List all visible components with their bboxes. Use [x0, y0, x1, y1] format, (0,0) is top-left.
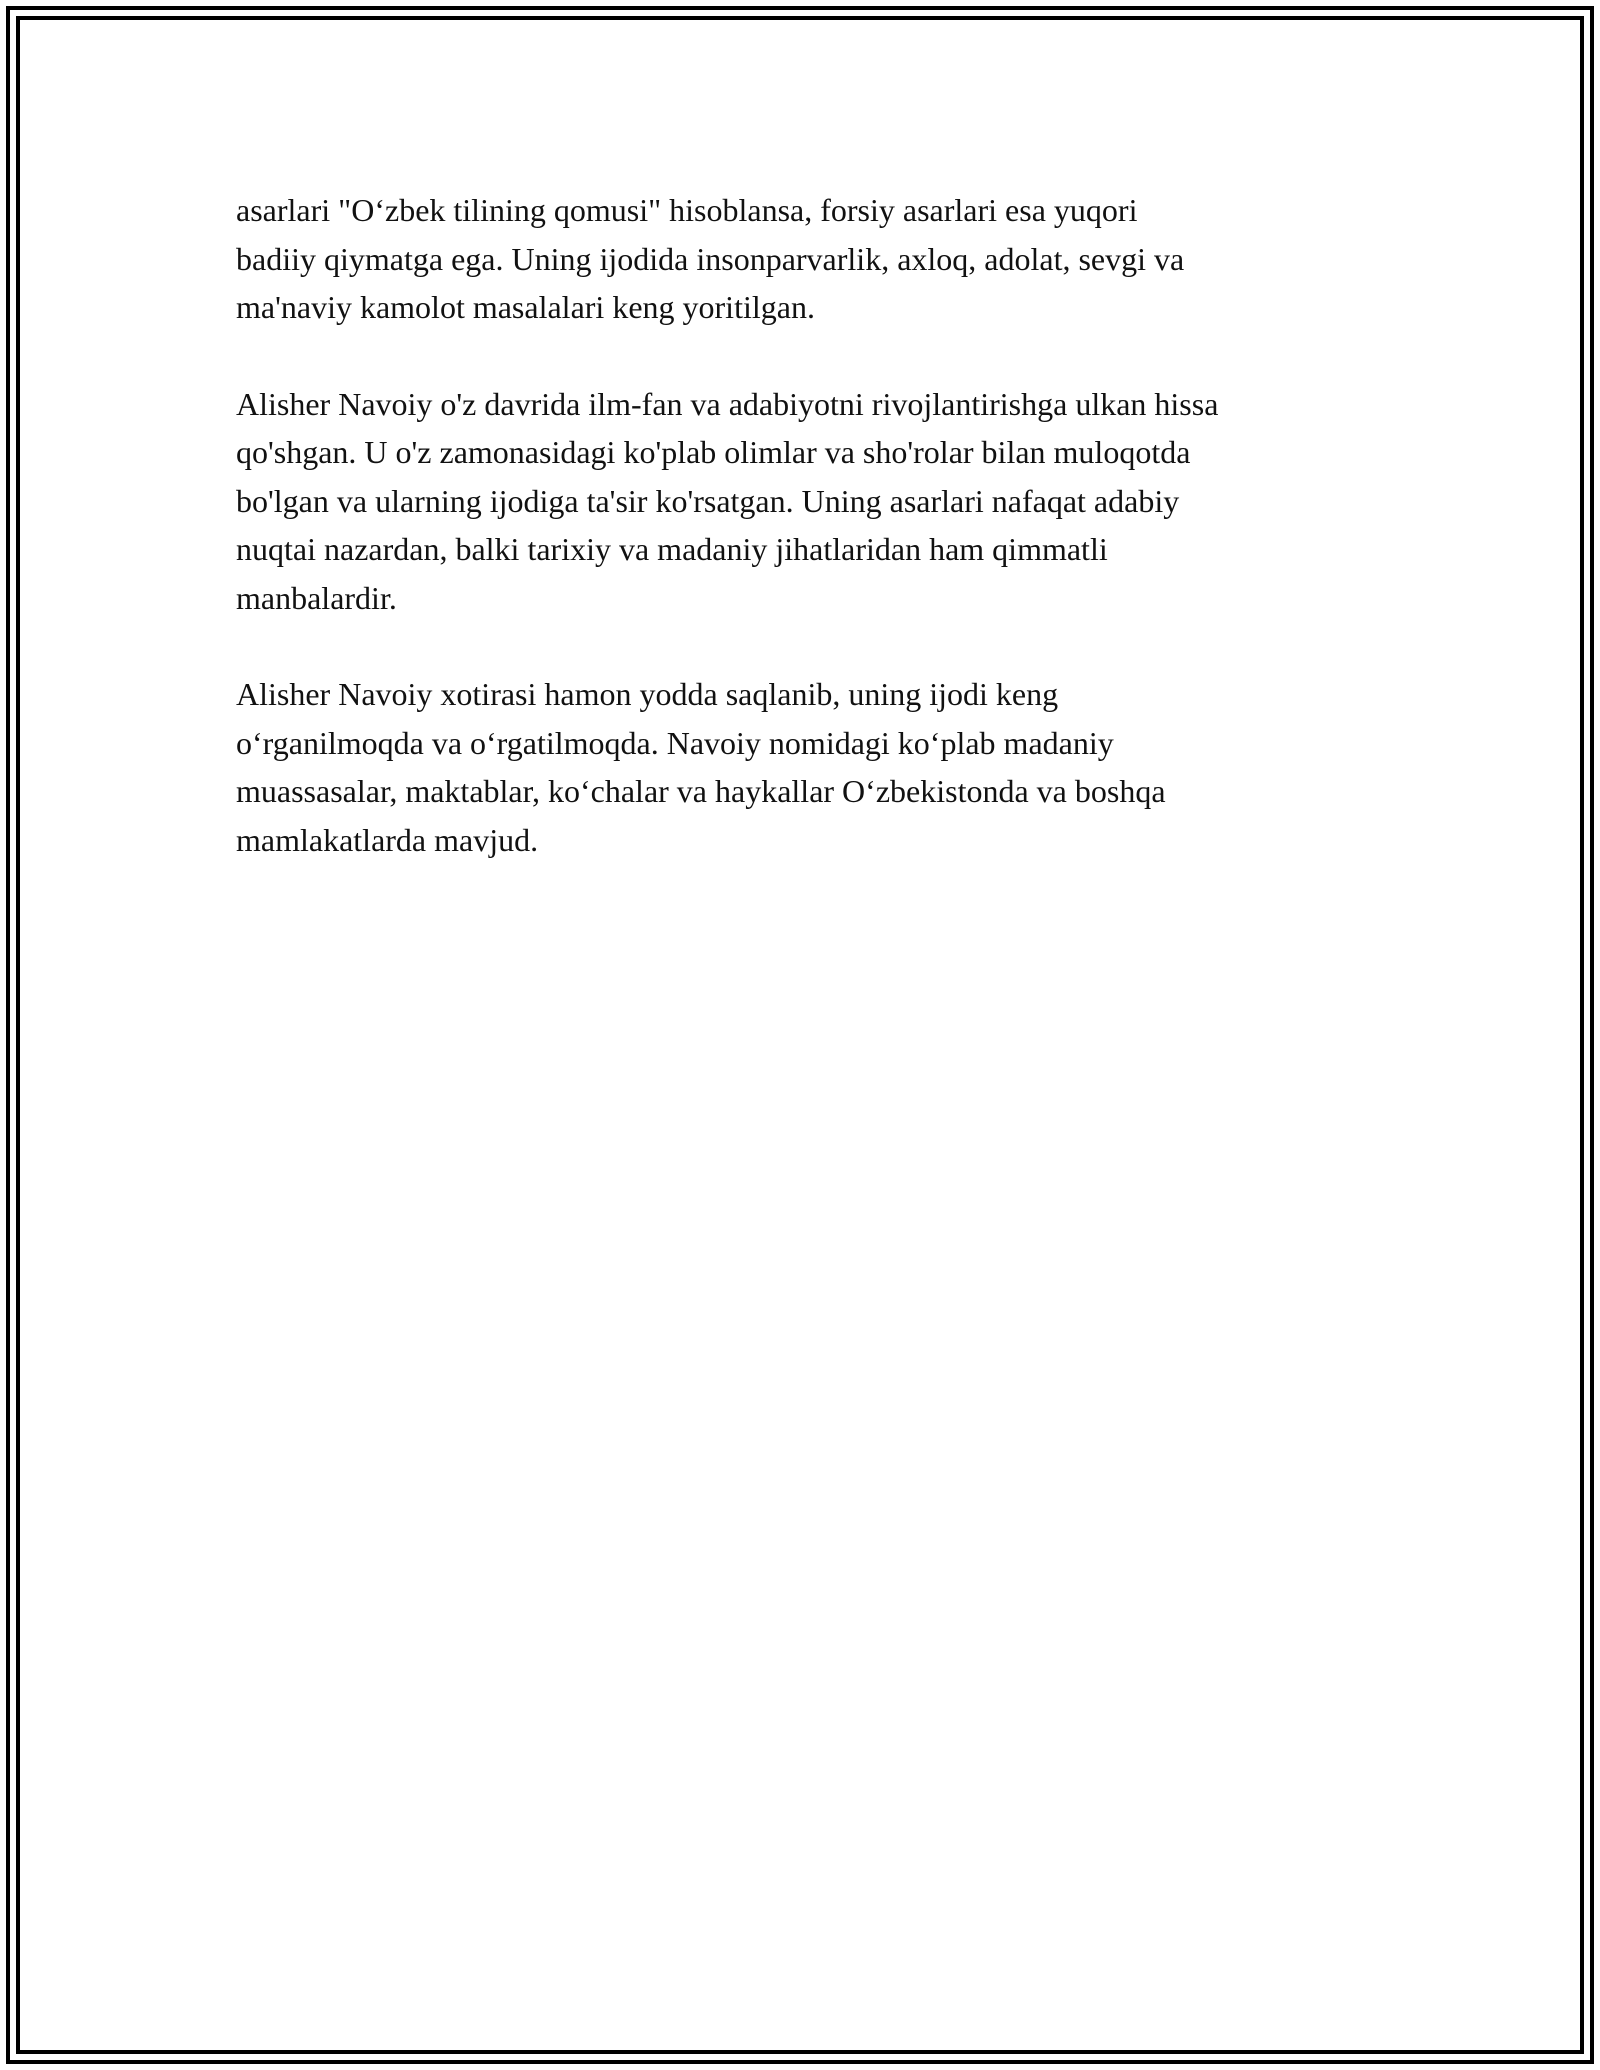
- paragraph-line: o‘rganilmoqda va o‘rgatilmoqda. Navoiy nomidagi ko‘plab madaniy: [236, 724, 1114, 761]
- paragraph-line: nuqtai nazardan, balki tarixiy va madaniy jihatlaridan ham qimmatli: [236, 531, 1108, 567]
- paragraph-line: qo'shgan. U o'z zamonasidagi ko'plab olimlar va sho'rolar bilan muloqotda: [236, 434, 1191, 470]
- paragraph-1: [236, 186, 1396, 332]
- paragraph-line: Alisher Navoiy o'z davrida ilm-fan va adabiyotni rivojlantirishga ulkan hissa: [236, 385, 1219, 422]
- paragraph-line: Alisher Navoiy xotirasi hamon yodda saqlanib, uning ijodi keng: [236, 676, 1059, 712]
- paragraph-3: [236, 670, 1396, 864]
- document-body: [236, 186, 1396, 912]
- paragraph-line: ma'naviy kamolot masalalari keng yoritilgan.: [236, 289, 815, 325]
- paragraph-line: manbalardir.: [236, 579, 397, 616]
- paragraph-line: muassasalar, maktablar, ko‘chalar va haykallar O‘zbekistonda va boshqa: [236, 773, 1166, 809]
- paragraph-line: badiiy qiymatga ega. Uning ijodida insonparvarlik, axloq, adolat, sevgi va: [236, 240, 1185, 277]
- paragraph-line: mamlakatlarda mavjud.: [236, 821, 539, 858]
- paragraph-line: bo'lgan va ularning ijodiga ta'sir ko'rsatgan. Uning asarlari nafaqat adabiy: [236, 482, 1180, 519]
- paragraph-2: [236, 380, 1396, 623]
- paragraph-line: asarlari "O‘zbek tilining qomusi" hisoblansa, forsiy asarlari esa yuqori: [236, 192, 1138, 228]
